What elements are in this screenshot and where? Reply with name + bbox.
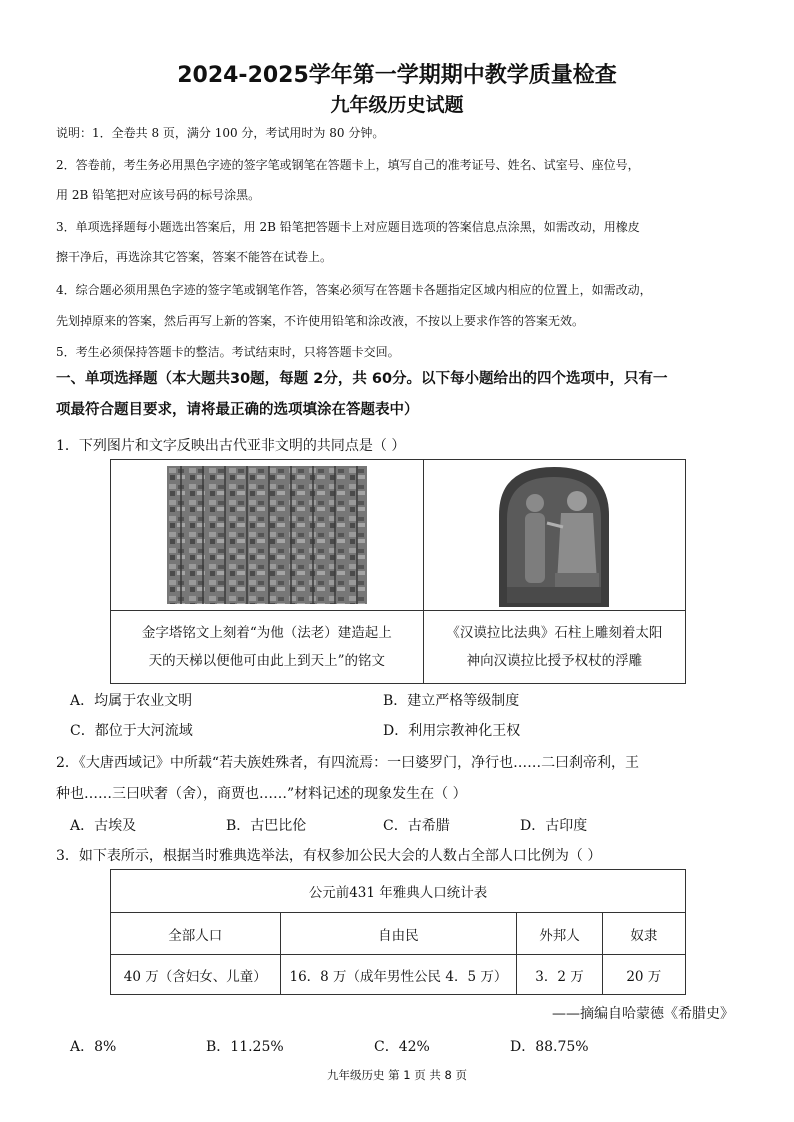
- q3-option-d[interactable]: D．88.75%: [510, 1039, 589, 1055]
- pyramid-caption-line: 金字塔铭文上刻着“为他（法老）建造起上: [141, 625, 392, 641]
- table-header: 奴隶: [602, 913, 685, 955]
- table-cell: 40 万（含妇女、儿童）: [111, 955, 281, 995]
- hammurabi-caption-line: 《汉谟拉比法典》石柱上雕刻着太阳: [446, 625, 663, 641]
- question-3-stem: 3．如下表所示，根据当时雅典选举法，有权参加公民大会的人数占全部人口比例为（ ）: [56, 848, 602, 864]
- pyramid-caption-line: 天的天梯以便他可由此上到天上”的铭文: [148, 653, 386, 669]
- exam-subtitle: 九年级历史试题: [330, 94, 464, 116]
- exam-title: 2024-2025学年第一学期期中教学质量检查: [177, 63, 617, 88]
- instruction-line: 说明：1．全卷共 8 页，满分 100 分，考试用时为 80 分钟。: [56, 126, 385, 140]
- q1-option-a[interactable]: A．均属于农业文明: [70, 693, 193, 709]
- hammurabi-stele-image: [423, 460, 685, 611]
- instruction-line: 4．综合题必须用黑色字迹的签字笔或钢笔作答，答案必须写在答题卡各题指定区域内相应的位置上，如需改动，: [56, 283, 652, 297]
- instruction-line: 先划掉原来的答案，然后再写上新的答案，不许使用铅笔和涂改液，不按以上要求作答的答案无效。: [56, 314, 585, 328]
- hammurabi-caption-line: 神向汉谟拉比授予权杖的浮雕: [466, 653, 643, 669]
- q2-option-a[interactable]: A．古埃及: [70, 818, 137, 834]
- q3-option-b[interactable]: B．11.25%: [206, 1039, 284, 1055]
- q2-option-b[interactable]: B．古巴比伦: [226, 818, 307, 834]
- instruction-line: 2．答卷前，考生务必用黑色字迹的签字笔或钢笔在答题卡上，填写自己的准考证号、姓名、试室号、座位号，: [56, 158, 640, 172]
- table-cell: 20 万: [602, 955, 685, 995]
- question-2-stem-cont: 种也……三曰吠奢（舍），商贾也……”材料记述的现象发生在（ ）: [56, 786, 467, 802]
- table-header: 自由民: [280, 913, 517, 955]
- table-header: 外邦人: [517, 913, 602, 955]
- q1-option-b[interactable]: B．建立严格等级制度: [383, 693, 520, 709]
- q3-option-a[interactable]: A．8%: [70, 1039, 117, 1055]
- table-cell: 3．2 万: [517, 955, 602, 995]
- instruction-line: 用 2B 铅笔把对应该号码的标号涂黑。: [56, 188, 261, 202]
- table-source: ——摘编自哈蒙德《希腊史》: [552, 1006, 734, 1022]
- athens-population-table: [110, 869, 686, 995]
- instruction-line: 3．单项选择题每小题选出答案后，用 2B 铅笔把答题卡上对应题目选项的答案信息点涂黑，如需改动，用橡皮: [56, 220, 640, 234]
- question-1-figure-table: [110, 459, 686, 684]
- q1-option-c[interactable]: C．都位于大河流域: [70, 723, 193, 739]
- pyramid-caption: [111, 611, 424, 684]
- pyramid-inscription-image: [111, 460, 424, 611]
- question-2-stem: 2．《大唐西域记》中所载“若夫族姓殊者，有四流焉：一曰婆罗门，净行也……二曰刹帝利，王: [56, 755, 640, 771]
- table-cell: 16．8 万（成年男性公民 4．5 万）: [280, 955, 517, 995]
- instruction-line: 5．考生必须保持答题卡的整洁。考试结束时，只将答题卡交回。: [56, 345, 400, 359]
- table-title: 公元前431 年雅典人口统计表: [111, 870, 686, 913]
- table-header: 全部人口: [111, 913, 281, 955]
- section-heading: 一、单项选择题（本大题共30题，每题 2分，共 60分。以下每小题给出的四个选项中，只有一: [56, 371, 668, 387]
- q1-option-d[interactable]: D．利用宗教神化王权: [383, 723, 521, 739]
- question-1-stem: 1．下列图片和文字反映出古代亚非文明的共同点是（ ）: [56, 438, 406, 454]
- instruction-line: 擦干净后，再选涂其它答案，答案不能答在试卷上。: [56, 250, 333, 264]
- q2-option-d[interactable]: D．古印度: [520, 818, 588, 834]
- section-heading-cont: 项最符合题目要求，请将最正确的选项填涂在答题表中）: [56, 402, 419, 418]
- hammurabi-caption: [423, 611, 685, 684]
- q3-option-c[interactable]: C．42%: [374, 1039, 430, 1055]
- q2-option-c[interactable]: C．古希腊: [383, 818, 450, 834]
- page-footer: 九年级历史 第 1 页 共 8 页: [326, 1068, 468, 1082]
